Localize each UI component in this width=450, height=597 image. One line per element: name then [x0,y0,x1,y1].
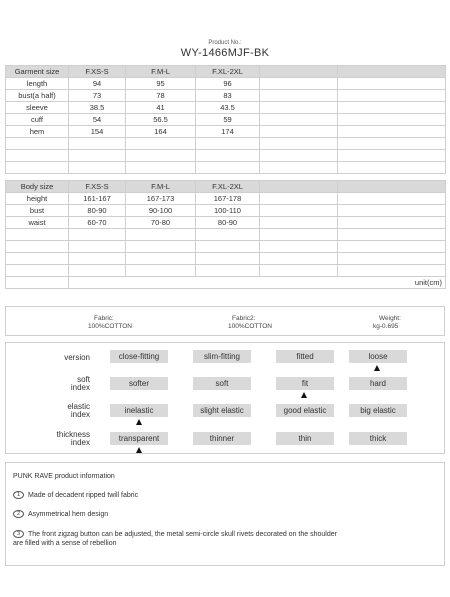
cell: 94 [69,78,126,90]
empty-cell [260,114,338,126]
attr-name: version [64,353,90,362]
option-chip: slim-fitting [193,350,251,363]
table-row [6,102,446,114]
option-chip: softer [110,377,168,390]
row-label: bust(a half) [6,90,69,102]
option-chip: soft [193,377,251,390]
cell: 43.5 [196,102,260,114]
cell: 100-110 [196,205,260,217]
unit-row [6,277,446,289]
empty-cell [338,78,446,90]
cell: 174 [196,126,260,138]
empty-cell [338,181,446,193]
option-chip: fit [276,377,334,390]
option-chip: hard [349,377,407,390]
header-cell: F.XL-2XL [196,181,260,193]
fabric-1-value: 100%COTTON [88,322,132,330]
table-row [6,217,446,229]
option-chip: good elastic [276,404,334,417]
attr-row-soft [6,372,446,396]
row-label: length [6,78,69,90]
empty-cell [338,114,446,126]
weight [373,315,401,330]
option-chip: fitted [276,350,334,363]
option-chip: thin [276,432,334,445]
empty-row [6,162,446,174]
unit-label: unit(cm) [69,277,446,289]
cell: 90-100 [126,205,196,217]
option-chip: loose [349,350,407,363]
header-cell: F.XS-S [69,66,126,78]
attr-row-elastic [6,399,446,423]
cell: 73 [69,90,126,102]
cell: 56.5 [126,114,196,126]
cell: 80-90 [196,217,260,229]
option-chip: inelastic [110,404,168,417]
empty-cell [260,126,338,138]
empty-cell [260,181,338,193]
cell: 161-167 [69,193,126,205]
header-cell: F.XL-2XL [196,66,260,78]
table-row [6,126,446,138]
cell: 95 [126,78,196,90]
row-label: sleeve [6,102,69,114]
product-information [5,462,445,566]
product-header [0,40,450,59]
empty-cell [338,193,446,205]
empty-cell [338,66,446,78]
cell: 38.5 [69,102,126,114]
cell: 167-178 [196,193,260,205]
empty-row [6,138,446,150]
cell: 167-173 [126,193,196,205]
empty-row [6,241,446,253]
empty-cell [260,102,338,114]
header-cell: F.XS-S [69,181,126,193]
row-label: hem [6,126,69,138]
table-row [6,114,446,126]
cell: 164 [126,126,196,138]
row-label: height [6,193,69,205]
header-cell: Garment size [6,66,69,78]
table-row [6,193,446,205]
info-item [13,491,138,500]
weight-value: kg-0.695 [373,322,399,330]
option-chip: transparent [110,432,168,445]
cell: 70-80 [126,217,196,229]
selected-marker-icon [136,419,142,425]
option-chip: big elastic [349,404,407,417]
fabric-1-label: Fabric: [94,315,114,322]
info-text: Asymmetrical hem design [28,511,109,518]
empty-cell [260,217,338,229]
header-cell: F.M-L [126,181,196,193]
cell: 78 [126,90,196,102]
number-badge: 3 [13,530,24,538]
number-badge: 2 [13,510,24,518]
cell: 83 [196,90,260,102]
cell: 59 [196,114,260,126]
info-title: PUNK RAVE product information [13,473,115,480]
cell: 41 [126,102,196,114]
fabric-2 [228,315,272,330]
table-row [6,90,446,102]
header-cell: Body size [6,181,69,193]
product-code: WY-1466MJF-BK [180,47,270,59]
empty-cell [338,102,446,114]
selected-marker-icon [301,392,307,398]
number-badge: 1 [13,491,24,499]
option-chip: close-fitting [110,350,168,363]
attr-row-version [6,345,446,369]
row-label: cuff [6,114,69,126]
selected-marker-icon [374,365,380,371]
cell: 154 [69,126,126,138]
fabric-1 [88,315,132,330]
row-label: waist [6,217,69,229]
info-item [13,510,108,519]
option-chip: thinner [193,432,251,445]
empty-cell [338,217,446,229]
info-text: The front zigzag button can be adjusted, the metal semi-circle skull rivets decorated on the shoulder are filled with a sense of rebellion [13,531,337,547]
fabric-info [5,306,445,336]
cell: 54 [69,114,126,126]
cell: 80-90 [69,205,126,217]
option-chip: slight elastic [193,404,251,417]
body-size-table [5,180,446,289]
empty-cell [338,90,446,102]
option-chip: thick [349,432,407,445]
attr-name: elastic index [67,402,90,419]
attribute-panel [5,342,445,454]
selected-marker-icon [136,447,142,453]
attr-row-thickness [6,427,446,451]
empty-cell [260,66,338,78]
fabric-2-label: Fabric2: [232,315,256,322]
row-label: bust [6,205,69,217]
info-item [13,530,343,548]
fabric-2-value: 100%COTTON [228,322,272,330]
table-row [6,78,446,90]
empty-cell [338,205,446,217]
empty-cell [260,90,338,102]
empty-row [6,253,446,265]
weight-label: Weight: [379,315,401,322]
garment-header-row [6,66,446,78]
empty-cell [260,78,338,90]
info-text: Made of decadent ripped twill fabric [28,492,139,499]
attr-name: soft index [70,375,90,392]
product-no-label: Product No.: [208,40,242,46]
header-cell: F.M-L [126,66,196,78]
body-header-row [6,181,446,193]
empty-row [6,229,446,241]
cell: 60-70 [69,217,126,229]
cell: 96 [196,78,260,90]
empty-cell [338,126,446,138]
empty-cell [260,205,338,217]
garment-size-table [5,65,446,174]
attr-name: thickness index [56,430,90,447]
empty-row [6,150,446,162]
table-row [6,205,446,217]
empty-cell [260,193,338,205]
empty-row [6,265,446,277]
